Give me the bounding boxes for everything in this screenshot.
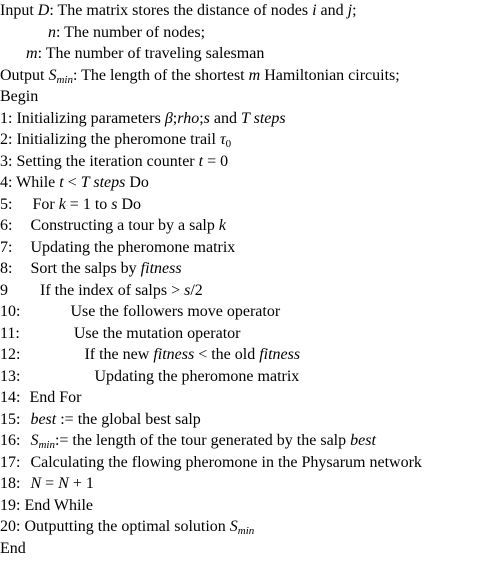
line-text: Use the followers move operator	[70, 303, 281, 320]
math-symbol: rho	[177, 109, 200, 127]
algorithm-line	[0, 86, 38, 108]
algorithm-line	[0, 129, 231, 151]
math-symbol: N	[30, 475, 42, 492]
line-text: Do	[125, 174, 149, 191]
algorithm-line	[0, 151, 228, 173]
line-text: Begin	[0, 88, 39, 105]
algorithm-line	[0, 172, 149, 194]
algorithm-line	[0, 301, 280, 323]
math-symbol: D	[37, 2, 50, 19]
line-text: ;	[199, 109, 204, 127]
line-text: : The matrix stores the distance of nodes	[49, 2, 313, 19]
algorithm-line	[0, 258, 182, 280]
line-text: For	[32, 195, 59, 213]
algorithm-line	[0, 473, 94, 495]
algorithm-line	[0, 344, 300, 366]
algorithm-line	[0, 237, 235, 259]
line-text: < the old	[194, 346, 260, 363]
algorithm-line	[0, 194, 141, 216]
line-text: End For	[29, 389, 82, 406]
line-text: := the global best salp	[56, 410, 201, 428]
line-text: Output	[0, 66, 49, 84]
math-symbol: fitness	[140, 260, 182, 277]
math-symbol: m	[248, 66, 261, 84]
math-symbol: β	[164, 109, 173, 127]
line-text: : The length of the shortest	[72, 66, 249, 84]
line-text: 2: Initializing the pheromone trail	[0, 131, 220, 148]
line-text: 6:	[0, 217, 13, 234]
line-text: 10:	[0, 303, 21, 320]
line-text: Constructing a tour by a salp	[30, 217, 219, 234]
line-text: <	[63, 174, 81, 191]
math-symbol: m	[26, 45, 38, 62]
line-text: and	[209, 109, 241, 127]
math-symbol: N	[58, 475, 69, 492]
algorithm-line	[0, 65, 400, 87]
math-symbol: fitness	[153, 346, 195, 363]
math-symbol: τ	[219, 131, 226, 148]
math-symbol: fitness	[259, 346, 301, 363]
line-text: 9	[0, 281, 8, 299]
math-symbol: T steps	[240, 109, 286, 127]
line-text: 5:	[0, 195, 13, 213]
algorithm-line	[0, 366, 299, 388]
algorithm-line	[0, 516, 254, 538]
line-text: Updating the pheromone matrix	[30, 238, 236, 256]
line-text: 16:	[0, 432, 21, 449]
algorithm-line	[0, 495, 93, 517]
line-text: : The number of traveling salesman	[37, 45, 265, 62]
line-text: 11:	[0, 324, 20, 342]
math-symbol: i	[312, 2, 317, 19]
line-text: Calculating the flowing pheromone in the Physarum network	[30, 453, 422, 471]
algorithm-line	[0, 409, 201, 431]
line-text: and	[316, 2, 348, 19]
line-text: Hamiltonian circuits;	[260, 66, 400, 84]
line-text: 17:	[0, 453, 21, 471]
line-text: = 1 to	[65, 195, 112, 213]
line-text: + 1	[68, 475, 94, 492]
math-symbol: T steps	[80, 174, 126, 191]
line-text: 8:	[0, 260, 13, 277]
line-text: Input	[0, 2, 38, 19]
algorithm-line	[0, 215, 226, 237]
line-text: Use the mutation operator	[73, 324, 241, 342]
math-symbol: min	[38, 439, 55, 451]
line-text: := the length of the tour generated by the salp	[54, 432, 351, 449]
math-symbol: n	[48, 23, 56, 41]
line-text: 13:	[0, 367, 21, 385]
math-symbol: k	[218, 217, 226, 234]
line-text: Updating the pheromone matrix	[94, 367, 300, 385]
math-symbol: s	[111, 195, 118, 213]
line-text: End	[0, 539, 26, 557]
math-symbol: k	[58, 195, 66, 213]
line-text: 20: Outputting the optimal solution	[0, 518, 230, 535]
algorithm-line	[0, 108, 286, 130]
line-text: 0	[225, 138, 232, 150]
math-symbol: t	[198, 152, 204, 170]
line-text: ;	[352, 2, 357, 19]
line-text: =	[41, 475, 59, 492]
line-text: Do	[117, 195, 142, 213]
math-symbol: best	[30, 410, 57, 428]
line-text: 3: Setting the iteration counter	[0, 152, 199, 170]
math-symbol: s	[184, 281, 191, 299]
math-symbol: S	[229, 518, 238, 535]
algorithm-line	[0, 538, 26, 560]
math-symbol: S	[48, 66, 57, 84]
algorithm-line	[26, 43, 264, 65]
line-text: ;	[172, 109, 178, 127]
math-symbol: t	[59, 174, 64, 191]
math-symbol: min	[56, 73, 73, 86]
line-text: 18:	[0, 475, 21, 492]
line-text: 15:	[0, 410, 21, 428]
line-text: 19: End While	[0, 496, 94, 514]
line-text: : The number of nodes;	[56, 23, 206, 41]
math-symbol: S	[30, 432, 39, 449]
line-text: If the index of salps >	[40, 281, 185, 299]
line-text: Sort the salps by	[30, 260, 141, 277]
math-symbol: best	[350, 432, 376, 449]
line-text: 4: While	[0, 174, 60, 191]
algorithm-line	[0, 280, 203, 302]
line-text: 7:	[0, 238, 13, 256]
algorithm-line	[0, 387, 81, 409]
line-text: 14:	[0, 389, 21, 406]
algorithm-line	[0, 430, 376, 452]
math-symbol: min	[237, 525, 255, 537]
math-symbol: s	[203, 109, 210, 127]
algorithm-line	[0, 452, 422, 474]
algorithm-line	[48, 22, 205, 44]
line-text: /2	[190, 281, 203, 299]
math-symbol: j	[347, 2, 353, 19]
line-text: If the new	[84, 346, 154, 363]
line-text: = 0	[203, 152, 229, 170]
algorithm-line	[0, 323, 240, 345]
algorithm-line	[0, 0, 357, 22]
line-text: 12:	[0, 346, 21, 363]
line-text: 1: Initializing parameters	[0, 109, 165, 127]
